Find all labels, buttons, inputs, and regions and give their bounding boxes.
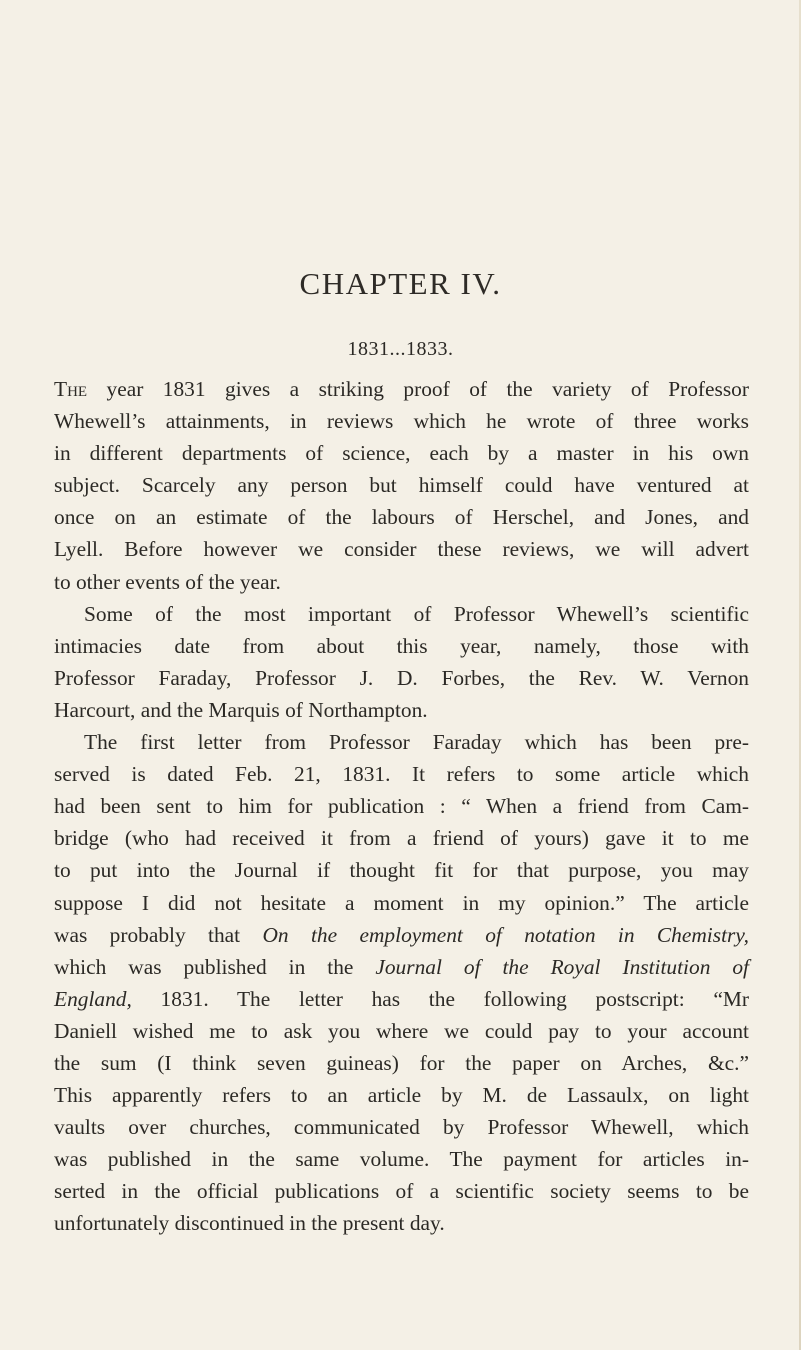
text-line (54, 566, 749, 598)
text-line (54, 1143, 749, 1175)
text-segment: Whewell’s attainments, in reviews which he wrote of three works (54, 409, 749, 434)
italic-title-text: On the employment of notation in Chemistry, (262, 922, 749, 947)
paragraph (54, 598, 749, 726)
text-segment: Harcourt, and the Marquis of Northampton. (54, 697, 428, 722)
text-line (54, 726, 749, 758)
text-line (54, 630, 749, 662)
text-segment: year 1831 gives a striking proof of the variety of Professor (87, 377, 749, 401)
text-segment: The first letter from Professor Faraday which has been pre- (84, 730, 749, 755)
text-line (54, 790, 749, 822)
text-line (54, 437, 749, 469)
paragraph (54, 726, 749, 1240)
text-line (54, 1175, 749, 1207)
chapter-body-text (54, 373, 749, 1240)
text-line (54, 887, 749, 919)
text-segment: in different departments of science, each by a master in his own (54, 441, 749, 466)
text-segment: This apparently refers to an article by M. de Lassaulx, on light (54, 1083, 749, 1108)
text-line (54, 758, 749, 790)
text-line (54, 373, 749, 405)
text-segment: unfortunately discontinued in the present day. (54, 1211, 445, 1236)
text-line (54, 1079, 749, 1111)
text-line (54, 405, 749, 437)
italic-title-text: England, (54, 986, 132, 1011)
text-segment: Professor Faraday, Professor J. D. Forbes, the Rev. W. Vernon (54, 665, 749, 690)
text-segment: the sum (I think seven guineas) for the paper on Arches, &c.” (54, 1050, 749, 1075)
text-line (54, 919, 749, 951)
text-segment: The (54, 377, 88, 401)
text-segment: which was published in the (54, 954, 376, 979)
text-line (54, 694, 749, 726)
text-line (54, 469, 749, 501)
text-line (54, 501, 749, 533)
text-segment: Daniell wished me to ask you where we could pay to your account (54, 1018, 749, 1043)
text-line (54, 854, 749, 886)
text-line (54, 1015, 749, 1047)
text-line (54, 822, 749, 854)
text-segment: to put into the Journal if thought fit for that purpose, you may (54, 858, 749, 883)
text-segment: 1831. The letter has the following postscript: “Mr (131, 986, 749, 1011)
text-segment: intimacies date from about this year, namely, those with (54, 633, 749, 658)
chapter-title: CHAPTER IV. (299, 266, 502, 301)
text-segment: Lyell. Before however we consider these reviews, we will advert (54, 537, 749, 562)
text-segment: serted in the official publications of a scientific society seems to be (54, 1179, 749, 1204)
text-line (54, 1047, 749, 1079)
text-segment: once on an estimate of the labours of Herschel, and Jones, and (54, 505, 749, 530)
text-line (54, 533, 749, 565)
text-line (54, 662, 749, 694)
text-line (54, 951, 749, 983)
chapter-date-range: 1831...1833. (347, 338, 454, 360)
text-segment: served is dated Feb. 21, 1831. It refers to some article which (54, 762, 749, 787)
text-segment: subject. Scarcely any person but himself could have ventured at (54, 473, 749, 498)
text-segment: vaults over churches, communicated by Professor Whewell, which (54, 1115, 749, 1140)
text-segment: bridge (who had received it from a friend of yours) gave it to me (54, 826, 749, 851)
text-segment: was probably that (54, 922, 263, 947)
italic-title-text: Journal of the Royal Institution of (375, 954, 750, 979)
text-segment: had been sent to him for publication : “ When a friend from Cam- (54, 794, 749, 819)
text-segment: was published in the same volume. The payment for articles in- (54, 1147, 749, 1172)
paragraph (54, 373, 749, 598)
text-segment: suppose I did not hesitate a moment in my opinion.” The article (54, 890, 749, 915)
text-segment: to other events of the year. (54, 569, 281, 594)
text-segment: Some of the most important of Professor Whewell’s scientific (84, 601, 749, 626)
text-line (54, 1111, 749, 1143)
text-line (54, 1207, 749, 1239)
text-line (54, 983, 749, 1015)
text-line (54, 598, 749, 630)
